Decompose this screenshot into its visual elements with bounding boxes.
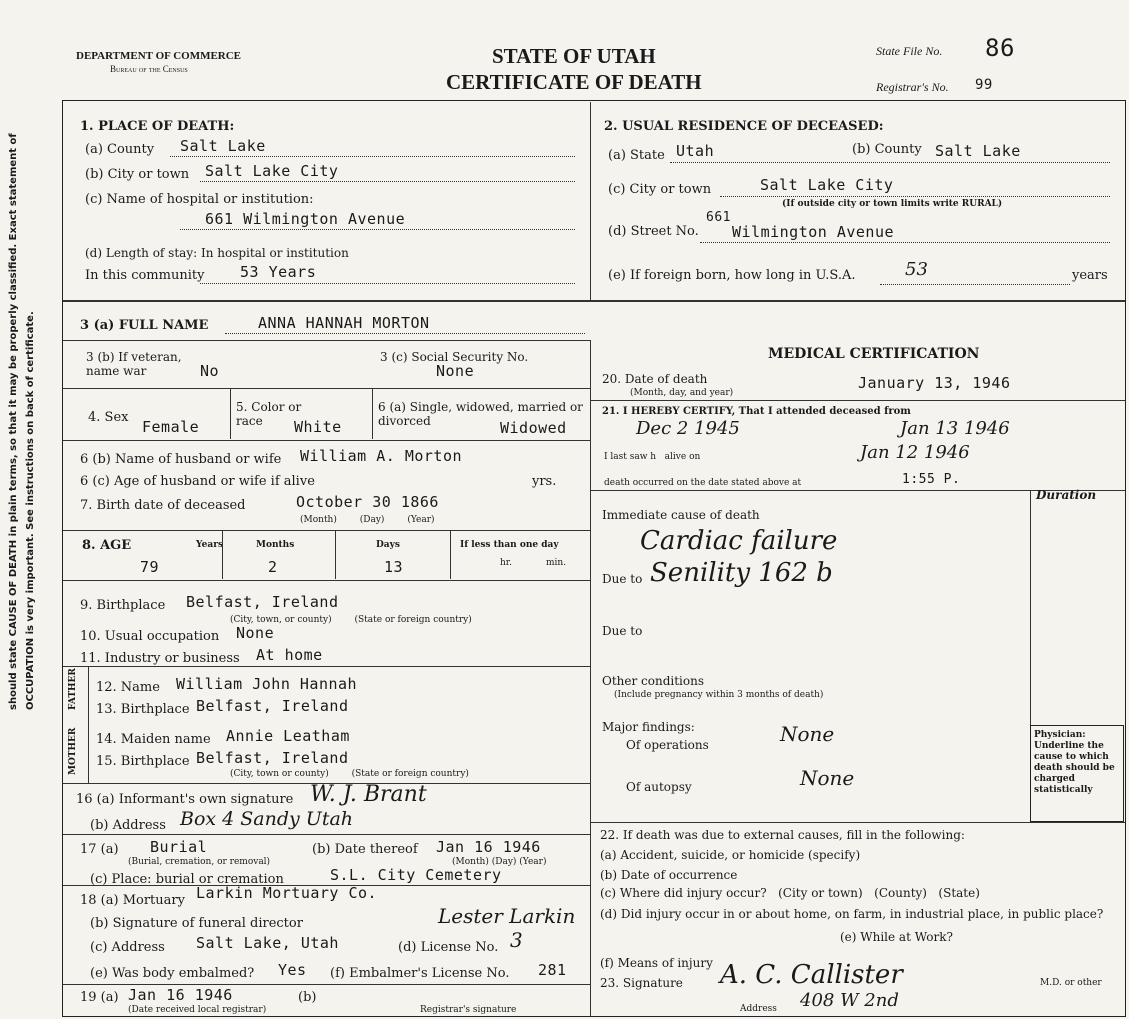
- father-name-label: 12. Name: [96, 680, 160, 695]
- father-side-label: FATHER: [68, 668, 78, 710]
- birthplace-label: 9. Birthplace: [80, 598, 166, 613]
- state-title: STATE OF UTAH: [492, 44, 656, 68]
- row-divider-9: [63, 834, 591, 835]
- burial-place-label: (c) Place: burial or cremation: [90, 872, 284, 887]
- occupation-label: 10. Usual occupation: [80, 629, 220, 644]
- row-divider-3: [63, 388, 591, 389]
- mother-name-value: Annie Leatham: [226, 727, 350, 745]
- industry-value: At home: [256, 646, 323, 664]
- immediate-label: Immediate cause of death: [602, 508, 760, 522]
- attended-from: Dec 2 1945: [636, 418, 740, 439]
- license-label: (d) License No.: [398, 940, 499, 955]
- sex-value: Female: [142, 418, 200, 436]
- duration-div: [1030, 490, 1031, 725]
- sex-color-div: [230, 389, 231, 439]
- marital-value: Widowed: [500, 419, 567, 437]
- external-label: 22. If death was due to external causes, fill in the following:: [600, 828, 965, 842]
- mother-birth-value: Belfast, Ireland: [196, 749, 349, 767]
- med-divider-3: [590, 822, 1125, 823]
- birth-date-sub: (Month) (Day) (Year): [300, 515, 435, 525]
- hospital-value: 661 Wilmington Avenue: [205, 210, 406, 228]
- autopsy-label: Of autopsy: [626, 780, 692, 794]
- foreign-line: [880, 284, 1070, 285]
- mortuary-address-value: Salt Lake, Utah: [196, 934, 339, 952]
- date-death-sub: (Month, day, and year): [630, 388, 734, 398]
- embalmer-license-label: (f) Embalmer's License No.: [330, 966, 510, 981]
- other-label: Other conditions: [602, 674, 705, 688]
- informant-address: Box 4 Sandy Utah: [180, 808, 354, 830]
- row-divider-2: [63, 340, 591, 341]
- full-name-value: ANNA HANNAH MORTON: [258, 314, 430, 332]
- father-name-value: William John Hannah: [176, 675, 358, 693]
- death-occurred-label: death occurred on the date stated above at: [604, 478, 802, 488]
- mother-name-label: 14. Maiden name: [96, 732, 211, 747]
- due-to-1-label: Due to: [602, 572, 643, 586]
- community-line: [200, 283, 575, 284]
- death-county-line: [170, 156, 575, 157]
- time-value: 1:55 P.: [902, 472, 961, 487]
- residence-heading: 2. USUAL RESIDENCE OF DECEASED:: [604, 119, 884, 134]
- res-state-value: Utah: [676, 142, 715, 160]
- parents-sub: (City, town or county) (State or foreign country): [230, 769, 469, 779]
- certificate-title: CERTIFICATE OF DEATH: [446, 70, 702, 94]
- birth-date-value: October 30 1866: [296, 493, 439, 511]
- physician-address-label: Address: [740, 1004, 777, 1014]
- attended-to: Jan 13 1946: [900, 418, 1010, 439]
- bureau-label: Bureau of the Census: [110, 64, 188, 74]
- funeral-sig-label: (b) Signature of funeral director: [90, 916, 303, 931]
- age-min-label: min.: [546, 558, 567, 568]
- industry-label: 11. Industry or business: [80, 651, 240, 666]
- row-divider-6: [63, 580, 591, 581]
- date-death-value: January 13, 1946: [858, 374, 1011, 392]
- ext-b: (b) Date of occurrence: [600, 868, 738, 882]
- age-years-hdr: Years: [196, 540, 224, 550]
- father-birth-label: 13. Birthplace: [96, 702, 190, 717]
- age-years-value: 79: [140, 558, 160, 576]
- registrar-number: 99: [975, 77, 993, 93]
- age-div-3: [450, 531, 451, 579]
- spouse-age-label: 6 (c) Age of husband or wife if alive: [80, 474, 315, 489]
- side-line-2: OCCUPATION is very important. See instructions on back of certificate.: [25, 311, 36, 710]
- side-instruction-text: [8, 10, 36, 710]
- death-county-value: Salt Lake: [180, 137, 266, 155]
- side-line-1: should state CAUSE OF DEATH in plain terms, so that it may be properly classified. Exact statement of: [8, 133, 19, 710]
- received-date-value: Jan 16 1946: [128, 986, 233, 1004]
- medical-heading: MEDICAL CERTIFICATION: [768, 346, 980, 362]
- mortuary-label: 18 (a) Mortuary: [80, 893, 185, 908]
- last-saw-label: I last saw h alive on: [604, 452, 701, 462]
- hospital-line: [180, 229, 575, 230]
- ext-c: (c) Where did injury occur? (City or town) (County) (State): [600, 886, 980, 900]
- physician-signature: A. C. Callister: [720, 960, 903, 990]
- age-label: 8. AGE: [82, 538, 132, 553]
- community-stay-value: 53 Years: [240, 263, 317, 281]
- color-marital-div: [372, 389, 373, 439]
- certify-text: 21. I HEREBY CERTIFY, That I attended deceased from: [602, 406, 911, 417]
- spouse-age-yrs: yrs.: [532, 474, 557, 489]
- signature-label: 23. Signature: [600, 976, 683, 990]
- age-days-value: 13: [384, 558, 404, 576]
- due-to-2-label: Due to: [602, 624, 643, 638]
- father-birth-value: Belfast, Ireland: [196, 697, 349, 715]
- mortuary-address-label: (c) Address: [90, 940, 165, 955]
- operations-label: Of operations: [626, 738, 709, 752]
- received-sub: (Date received local registrar): [128, 1005, 267, 1015]
- color-value: White: [294, 418, 342, 436]
- place-death-heading: 1. PLACE OF DEATH:: [80, 119, 235, 134]
- medical-divider: [590, 340, 591, 1016]
- burial-place-value: S.L. City Cemetery: [330, 866, 502, 884]
- res-street-value: Wilmington Avenue: [732, 223, 895, 241]
- full-name-label: 3 (a) FULL NAME: [80, 318, 209, 333]
- md-label: M.D. or other: [1040, 978, 1102, 988]
- ssn-label: 3 (c) Social Security No.: [380, 350, 529, 364]
- received-label: 19 (a): [80, 990, 119, 1005]
- res-state-line: [670, 162, 1110, 163]
- immediate-value: Cardiac failure: [640, 526, 838, 556]
- foreign-label: (e) If foreign born, how long in U.S.A.: [608, 268, 856, 283]
- res-county-label: (b) County: [852, 142, 922, 157]
- state-file-label: State File No.: [876, 44, 943, 58]
- occupation-value: None: [236, 624, 275, 642]
- hospital-label: (c) Name of hospital or institution:: [85, 192, 314, 207]
- ext-e: (e) While at Work?: [840, 930, 953, 944]
- informant-address-label: (b) Address: [90, 818, 166, 833]
- informant-signature: W. J. Brant: [310, 782, 427, 807]
- mortuary-value: Larkin Mortuary Co.: [196, 884, 378, 902]
- stay-label: (d) Length of stay: In hospital or institution: [85, 246, 349, 260]
- main-divider: [590, 102, 591, 302]
- date-death-label: 20. Date of death: [602, 372, 708, 386]
- row-divider-5: [63, 530, 591, 531]
- birth-date-label: 7. Birth date of deceased: [80, 498, 246, 513]
- mother-birth-label: 15. Birthplace: [96, 754, 190, 769]
- other-sub: (Include pregnancy within 3 months of death): [614, 690, 824, 700]
- ext-f: (f) Means of injury: [600, 956, 713, 970]
- res-street-label: (d) Street No.: [608, 224, 699, 239]
- row-divider-11: [63, 984, 591, 985]
- state-file-number: 86: [985, 34, 1015, 62]
- birthplace-sub: (City, town, or county) (State or foreign country): [230, 615, 472, 625]
- department-label: DEPARTMENT OF COMMERCE: [76, 50, 242, 62]
- full-name-line: [225, 333, 585, 334]
- res-state-label: (a) State: [608, 148, 665, 163]
- ext-a: (a) Accident, suicide, or homicide (specify): [600, 848, 861, 862]
- row-divider-7: [63, 666, 591, 667]
- foreign-years-label: years: [1072, 268, 1108, 283]
- death-city-label: (b) City or town: [85, 167, 190, 182]
- age-div-2: [335, 531, 336, 579]
- last-saw-value: Jan 12 1946: [860, 442, 970, 463]
- age-days-hdr: Days: [376, 540, 400, 550]
- veteran-value: No: [200, 362, 220, 380]
- age-hr-label: hr.: [500, 558, 512, 568]
- ssn-value: None: [436, 362, 475, 380]
- physician-note: Physician: Underline the cause to which death should be charged statistically: [1034, 730, 1115, 795]
- parents-side-div: [88, 667, 89, 783]
- registrar-label: Registrar's No.: [876, 80, 949, 94]
- due-to-1-value: Senility 162 b: [650, 558, 833, 588]
- burial-label: 17 (a): [80, 842, 119, 857]
- row-divider-4: [63, 440, 591, 441]
- registrar-sig-sub: Registrar's signature: [420, 1005, 517, 1015]
- med-divider-1: [590, 400, 1125, 401]
- registrar-sig-label: (b): [298, 990, 317, 1005]
- veteran-label: 3 (b) If veteran, name war: [86, 350, 182, 378]
- spouse-label: 6 (b) Name of husband or wife: [80, 452, 282, 467]
- color-label: 5. Color or race: [236, 400, 302, 428]
- burial-date-value: Jan 16 1946: [436, 838, 541, 856]
- death-county-label: (a) County: [85, 142, 155, 157]
- burial-value: Burial: [150, 838, 208, 856]
- res-county-value: Salt Lake: [935, 142, 1021, 160]
- res-street-no: 661: [706, 210, 731, 225]
- funeral-signature: Lester Larkin: [438, 904, 576, 928]
- res-street-line: [700, 242, 1110, 243]
- autopsy-value: None: [800, 766, 855, 790]
- age-months-value: 2: [268, 558, 278, 576]
- foreign-years-value: 53: [905, 259, 928, 280]
- burial-date-label: (b) Date thereof: [312, 842, 418, 857]
- physician-address: 408 W 2nd: [800, 990, 899, 1011]
- burial-sub: (Burial, cremation, or removal): [128, 857, 271, 867]
- marital-label: 6 (a) Single, widowed, married or divorced: [378, 400, 583, 428]
- burial-date-sub: (Month) (Day) (Year): [452, 857, 547, 867]
- community-label: In this community: [85, 268, 205, 283]
- embalmed-label: (e) Was body embalmed?: [90, 966, 255, 981]
- operations-value: None: [780, 722, 835, 746]
- res-rural-note: (If outside city or town limits write RURAL): [782, 199, 1003, 209]
- age-less-hdr: If less than one day: [460, 540, 559, 550]
- ext-d: (d) Did injury occur in or about home, on farm, in industrial place, in public place?: [600, 907, 1104, 921]
- duration-hdr: Duration: [1036, 488, 1097, 502]
- license-value: 3: [510, 928, 523, 952]
- major-label: Major findings:: [602, 720, 695, 734]
- res-city-line: [720, 196, 1110, 197]
- res-city-label: (c) City or town: [608, 182, 712, 197]
- age-months-hdr: Months: [256, 540, 295, 550]
- sex-label: 4. Sex: [88, 410, 129, 425]
- row-divider-1: [63, 300, 1125, 302]
- birthplace-value: Belfast, Ireland: [186, 593, 339, 611]
- res-city-value: Salt Lake City: [760, 176, 894, 194]
- mother-side-label: MOTHER: [68, 727, 78, 775]
- death-city-value: Salt Lake City: [205, 162, 339, 180]
- embalmer-license-value: 281: [538, 961, 567, 979]
- informant-sig-label: 16 (a) Informant's own signature: [76, 792, 294, 807]
- embalmed-value: Yes: [278, 961, 307, 979]
- death-city-line: [200, 181, 575, 182]
- spouse-value: William A. Morton: [300, 447, 463, 465]
- age-div-1: [222, 531, 223, 579]
